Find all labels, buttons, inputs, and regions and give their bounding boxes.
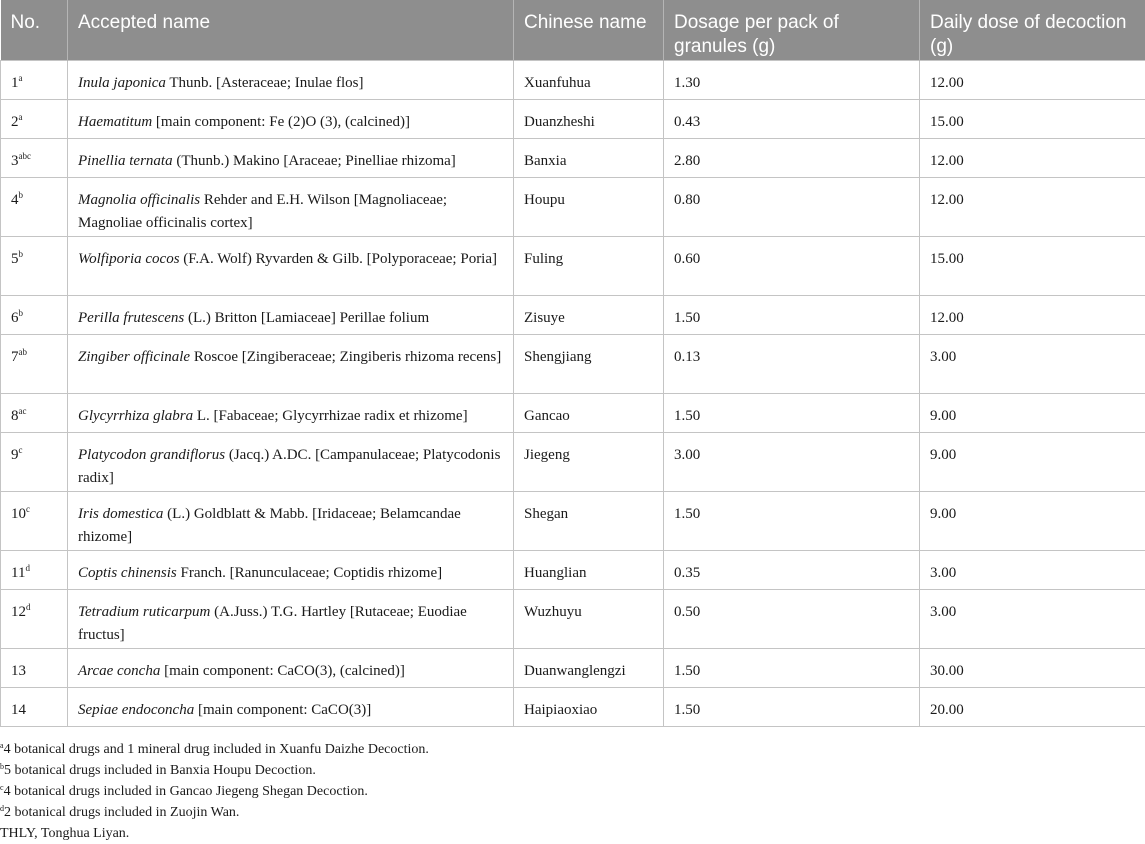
row-number: 3 <box>11 153 19 169</box>
cell-dosage: 0.13 <box>664 334 920 393</box>
scientific-name: Glycyrrhiza glabra <box>78 408 193 424</box>
cell-accepted-name <box>68 99 514 138</box>
cell-chinese-name: Haipiaoxiao <box>514 687 664 726</box>
cell-chinese-name: Duanzheshi <box>514 99 664 138</box>
cell-no <box>1 393 68 432</box>
cell-chinese-name: Zisuye <box>514 295 664 334</box>
scientific-name: Magnolia officinalis <box>78 192 200 208</box>
header-daily-dose: Daily dose of decoction (g) <box>920 0 1145 60</box>
table-row <box>1 60 1145 99</box>
footnote-mark: a <box>0 741 4 750</box>
footnote-marker: d <box>26 602 31 612</box>
table-body <box>1 60 1145 726</box>
table-row <box>1 138 1145 177</box>
name-detail: L. [Fabaceae; Glycyrrhizae radix et rhizome] <box>193 408 467 424</box>
name-detail: [main component: CaCO(3)] <box>194 702 371 718</box>
cell-no <box>1 60 68 99</box>
scientific-name: Coptis chinensis <box>78 565 177 581</box>
scientific-name: Arcae concha <box>78 663 160 679</box>
table-row <box>1 491 1145 550</box>
cell-chinese-name: Jiegeng <box>514 432 664 491</box>
cell-daily-dose: 12.00 <box>920 138 1145 177</box>
cell-chinese-name: Shengjiang <box>514 334 664 393</box>
cell-no <box>1 138 68 177</box>
name-detail: [main component: Fe (2)O (3), (calcined)] <box>152 114 410 130</box>
cell-daily-dose: 12.00 <box>920 295 1145 334</box>
row-number: 8 <box>11 408 19 424</box>
cell-no <box>1 589 68 648</box>
name-detail: (Thunb.) Makino [Araceae; Pinelliae rhizoma] <box>173 153 456 169</box>
cell-dosage: 2.80 <box>664 138 920 177</box>
name-detail: Thunb. [Asteraceae; Inulae flos] <box>166 75 364 91</box>
row-number: 10 <box>11 506 26 522</box>
header-row <box>1 0 1145 60</box>
cell-dosage: 1.50 <box>664 687 920 726</box>
footnote-text: 2 botanical drugs included in Zuojin Wan. <box>4 805 239 820</box>
cell-dosage: 0.60 <box>664 236 920 295</box>
cell-chinese-name: Duanwanglengzi <box>514 648 664 687</box>
scientific-name: Wolfiporia cocos <box>78 251 180 267</box>
row-number: 9 <box>11 447 19 463</box>
footnote-text: THLY, Tonghua Liyan. <box>0 826 129 841</box>
cell-no <box>1 648 68 687</box>
cell-daily-dose: 15.00 <box>920 236 1145 295</box>
cell-dosage: 1.50 <box>664 393 920 432</box>
cell-chinese-name: Xuanfuhua <box>514 60 664 99</box>
cell-no <box>1 491 68 550</box>
footnote-b <box>0 760 1145 781</box>
header-dosage-per-pack: Dosage per pack of granules (g) <box>664 0 920 60</box>
cell-daily-dose: 9.00 <box>920 393 1145 432</box>
cell-daily-dose: 3.00 <box>920 334 1145 393</box>
cell-accepted-name <box>68 138 514 177</box>
table-row <box>1 99 1145 138</box>
row-number: 11 <box>11 565 25 581</box>
cell-chinese-name: Fuling <box>514 236 664 295</box>
cell-accepted-name <box>68 177 514 236</box>
row-number: 4 <box>11 192 19 208</box>
footnote-text: 4 botanical drugs and 1 mineral drug included in Xuanfu Daizhe Decoction. <box>4 742 429 757</box>
cell-accepted-name <box>68 589 514 648</box>
cell-no <box>1 432 68 491</box>
footnote-marker: c <box>19 445 23 455</box>
cell-no <box>1 550 68 589</box>
cell-accepted-name <box>68 334 514 393</box>
header-no: No. <box>1 0 68 60</box>
name-detail: (F.A. Wolf) Ryvarden & Gilb. [Polyporaceae; Poria] <box>180 251 497 267</box>
table-row <box>1 648 1145 687</box>
cell-no <box>1 295 68 334</box>
scientific-name: Iris domestica <box>78 506 163 522</box>
cell-dosage: 1.50 <box>664 491 920 550</box>
footnote-mark: c <box>0 783 4 792</box>
scientific-name: Platycodon grandiflorus <box>78 447 225 463</box>
table-header <box>1 0 1145 60</box>
table-row <box>1 334 1145 393</box>
cell-accepted-name <box>68 432 514 491</box>
scientific-name: Inula japonica <box>78 75 166 91</box>
cell-dosage: 3.00 <box>664 432 920 491</box>
cell-dosage: 0.80 <box>664 177 920 236</box>
cell-daily-dose: 12.00 <box>920 177 1145 236</box>
row-number: 5 <box>11 251 19 267</box>
name-detail: (Jacq.) A.DC. [Campanulaceae; Platycodonis radix] <box>78 447 500 486</box>
table-row <box>1 432 1145 491</box>
cell-accepted-name <box>68 393 514 432</box>
cell-no <box>1 334 68 393</box>
table-row <box>1 177 1145 236</box>
cell-accepted-name <box>68 491 514 550</box>
footnote-d <box>0 802 1145 823</box>
cell-dosage: 0.35 <box>664 550 920 589</box>
row-number: 6 <box>11 310 19 326</box>
table-row <box>1 393 1145 432</box>
cell-daily-dose: 20.00 <box>920 687 1145 726</box>
table-row <box>1 236 1145 295</box>
cell-chinese-name: Shegan <box>514 491 664 550</box>
cell-accepted-name <box>68 236 514 295</box>
footnote-marker: d <box>25 563 30 573</box>
scientific-name: Zingiber officinale <box>78 349 190 365</box>
header-accepted-name: Accepted name <box>68 0 514 60</box>
footnote-marker: ab <box>19 347 28 357</box>
cell-daily-dose: 15.00 <box>920 99 1145 138</box>
scientific-name: Sepiae endoconcha <box>78 702 194 718</box>
table-row <box>1 589 1145 648</box>
row-number: 12 <box>11 604 26 620</box>
table-row <box>1 295 1145 334</box>
table-row <box>1 687 1145 726</box>
name-detail: (L.) Goldblatt & Mabb. [Iridaceae; Belamcandae rhizome] <box>78 506 461 545</box>
cell-chinese-name: Houpu <box>514 177 664 236</box>
footnote-marker: b <box>19 190 24 200</box>
scientific-name: Tetradium ruticarpum <box>78 604 210 620</box>
scientific-name: Pinellia ternata <box>78 153 173 169</box>
scientific-name: Perilla frutescens <box>78 310 184 326</box>
footnote-marker: abc <box>19 151 32 161</box>
name-detail: Rehder and E.H. Wilson [Magnoliaceae; Magnoliae officinalis cortex] <box>78 192 447 231</box>
row-number: 1 <box>11 75 19 91</box>
footnote-marker: a <box>19 112 23 122</box>
cell-no <box>1 687 68 726</box>
cell-dosage: 0.50 <box>664 589 920 648</box>
name-detail: Franch. [Ranunculaceae; Coptidis rhizome] <box>177 565 442 581</box>
scientific-name: Haematitum <box>78 114 152 130</box>
cell-daily-dose: 3.00 <box>920 589 1145 648</box>
name-detail: [main component: CaCO(3), (calcined)] <box>160 663 405 679</box>
header-chinese-name: Chinese name <box>514 0 664 60</box>
cell-dosage: 1.50 <box>664 295 920 334</box>
name-detail: Roscoe [Zingiberaceae; Zingiberis rhizoma recens] <box>190 349 501 365</box>
cell-dosage: 1.50 <box>664 648 920 687</box>
footnote-marker: b <box>19 308 24 318</box>
footnote-c <box>0 781 1145 802</box>
cell-no <box>1 236 68 295</box>
cell-accepted-name <box>68 60 514 99</box>
cell-daily-dose: 9.00 <box>920 491 1145 550</box>
cell-no <box>1 177 68 236</box>
cell-daily-dose: 3.00 <box>920 550 1145 589</box>
footnote-a <box>0 739 1145 760</box>
cell-accepted-name <box>68 295 514 334</box>
cell-chinese-name: Wuzhuyu <box>514 589 664 648</box>
cell-accepted-name <box>68 648 514 687</box>
footnote-text: 5 botanical drugs included in Banxia Houpu Decoction. <box>4 763 316 778</box>
cell-accepted-name <box>68 550 514 589</box>
footnote-marker: c <box>26 504 30 514</box>
cell-accepted-name <box>68 687 514 726</box>
row-number: 14 <box>11 702 26 718</box>
cell-dosage: 1.30 <box>664 60 920 99</box>
footnote-marker: ac <box>19 406 27 416</box>
footnote-mark: b <box>0 762 4 771</box>
cell-daily-dose: 30.00 <box>920 648 1145 687</box>
row-number: 2 <box>11 114 19 130</box>
cell-chinese-name: Banxia <box>514 138 664 177</box>
footnote-text: 4 botanical drugs included in Gancao Jiegeng Shegan Decoction. <box>4 784 368 799</box>
row-number: 13 <box>11 663 26 679</box>
table-footnotes <box>0 739 1145 844</box>
name-detail: (L.) Britton [Lamiaceae] Perillae folium <box>184 310 429 326</box>
footnote-marker: a <box>19 73 23 83</box>
table-row <box>1 550 1145 589</box>
cell-chinese-name: Gancao <box>514 393 664 432</box>
name-detail: (A.Juss.) T.G. Hartley [Rutaceae; Euodiae fructus] <box>78 604 467 643</box>
cell-daily-dose: 9.00 <box>920 432 1145 491</box>
cell-no <box>1 99 68 138</box>
footnote-marker: b <box>19 249 24 259</box>
cell-daily-dose: 12.00 <box>920 60 1145 99</box>
footnote-mark: d <box>0 804 4 813</box>
row-number: 7 <box>11 349 19 365</box>
cell-chinese-name: Huanglian <box>514 550 664 589</box>
cell-dosage: 0.43 <box>664 99 920 138</box>
